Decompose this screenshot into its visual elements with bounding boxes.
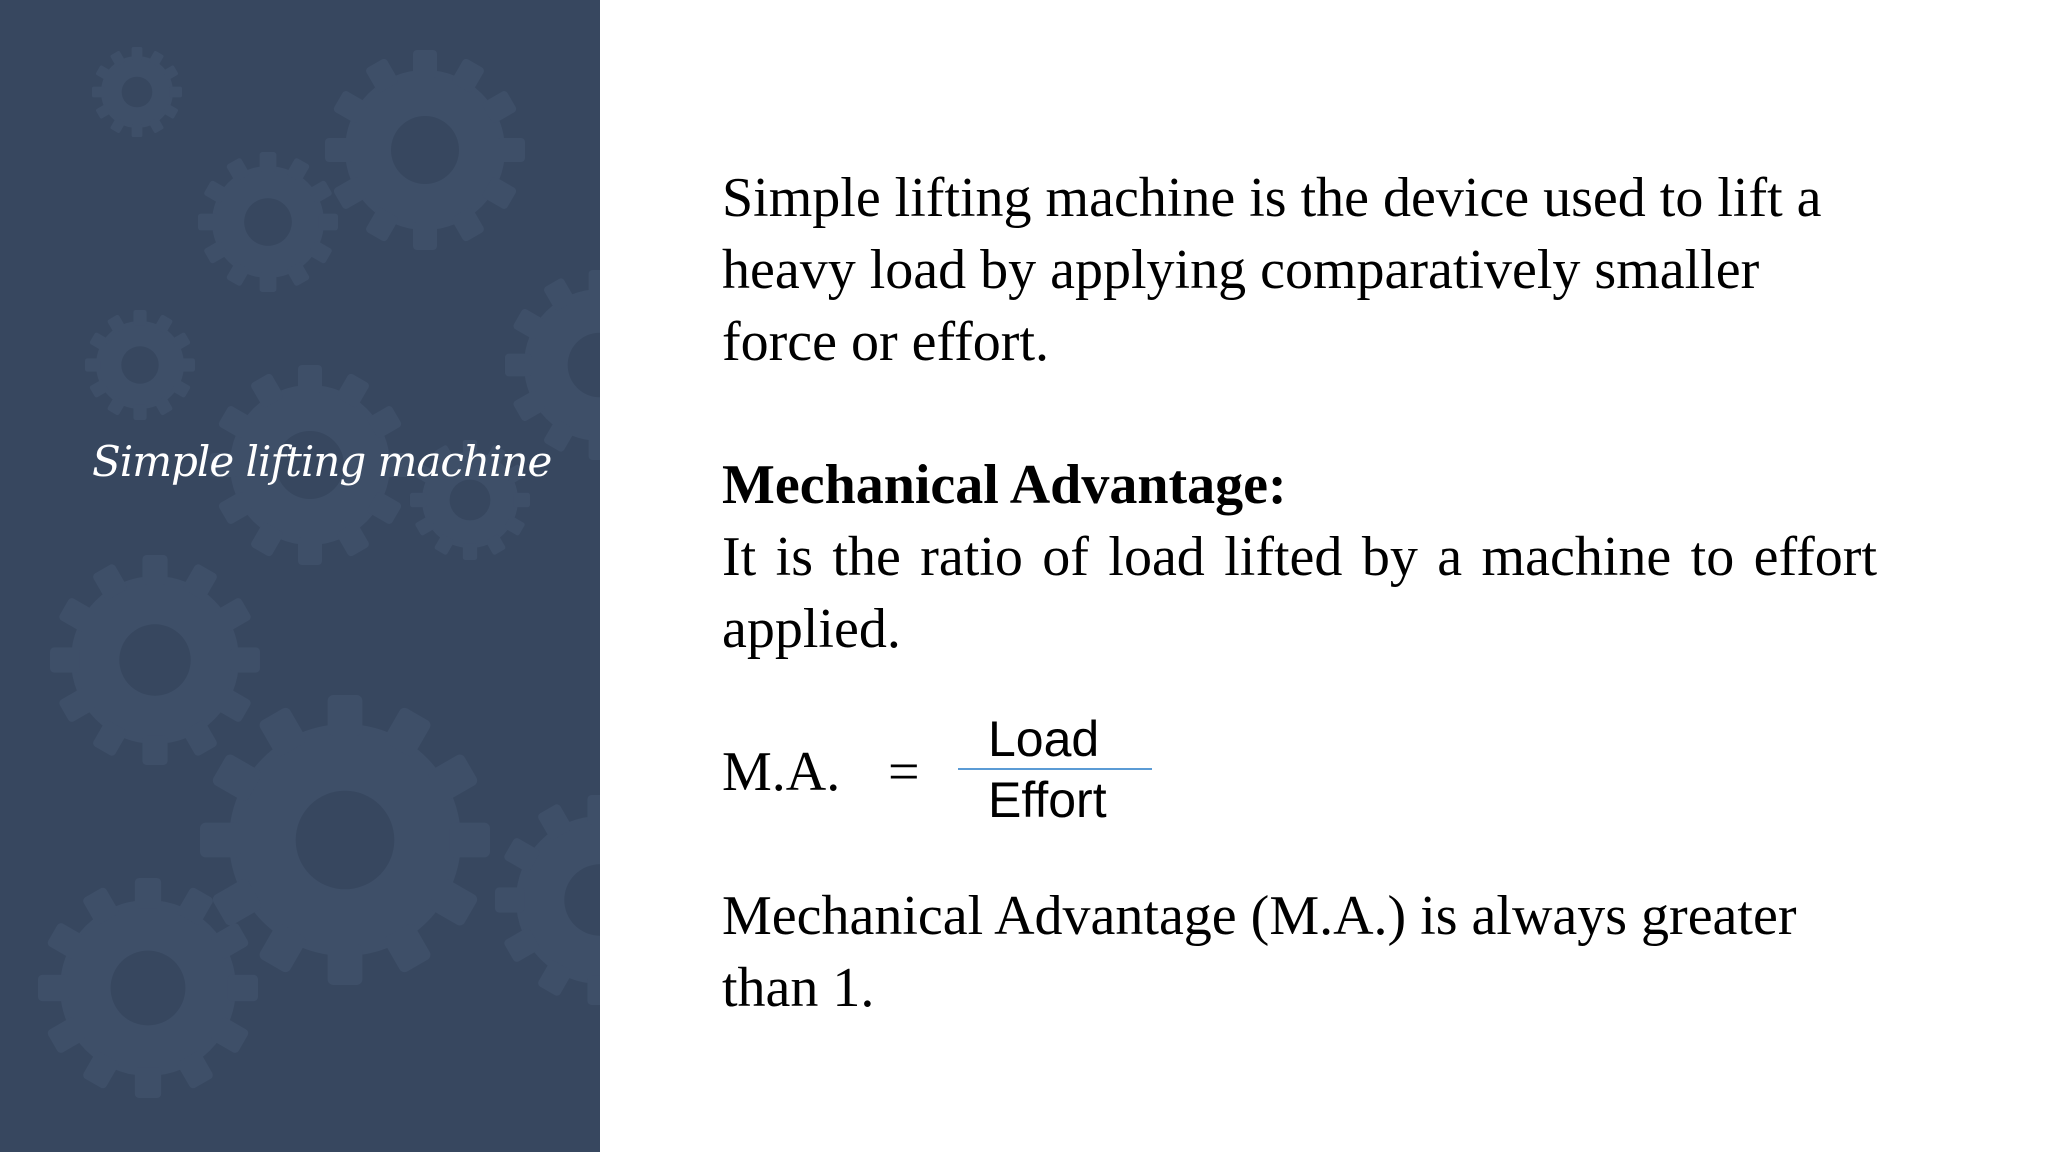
intro-paragraph: Simple lifting machine is the device used to lift a heavy load by applying comparatively smaller force or effort. <box>722 167 1822 373</box>
formula-equals: = <box>888 741 920 803</box>
formula-numerator: Load <box>988 711 1100 767</box>
sidebar-panel <box>0 0 600 1152</box>
section-title: Simple lifting machine <box>92 437 552 486</box>
mechanical-advantage-heading: Mechanical Advantage: <box>722 454 1287 516</box>
formula-lhs: M.A. <box>722 741 841 803</box>
gears-decoration-icon <box>0 0 600 1152</box>
fraction-bar <box>958 768 1152 770</box>
conclusion-paragraph: Mechanical Advantage (M.A.) is always greater than 1. <box>722 885 1797 1019</box>
formula-denominator: Effort <box>988 772 1107 828</box>
mechanical-advantage-definition: It is the ratio of load lifted by a machine to effort applied. <box>722 526 1877 660</box>
ma-formula <box>722 700 1422 850</box>
